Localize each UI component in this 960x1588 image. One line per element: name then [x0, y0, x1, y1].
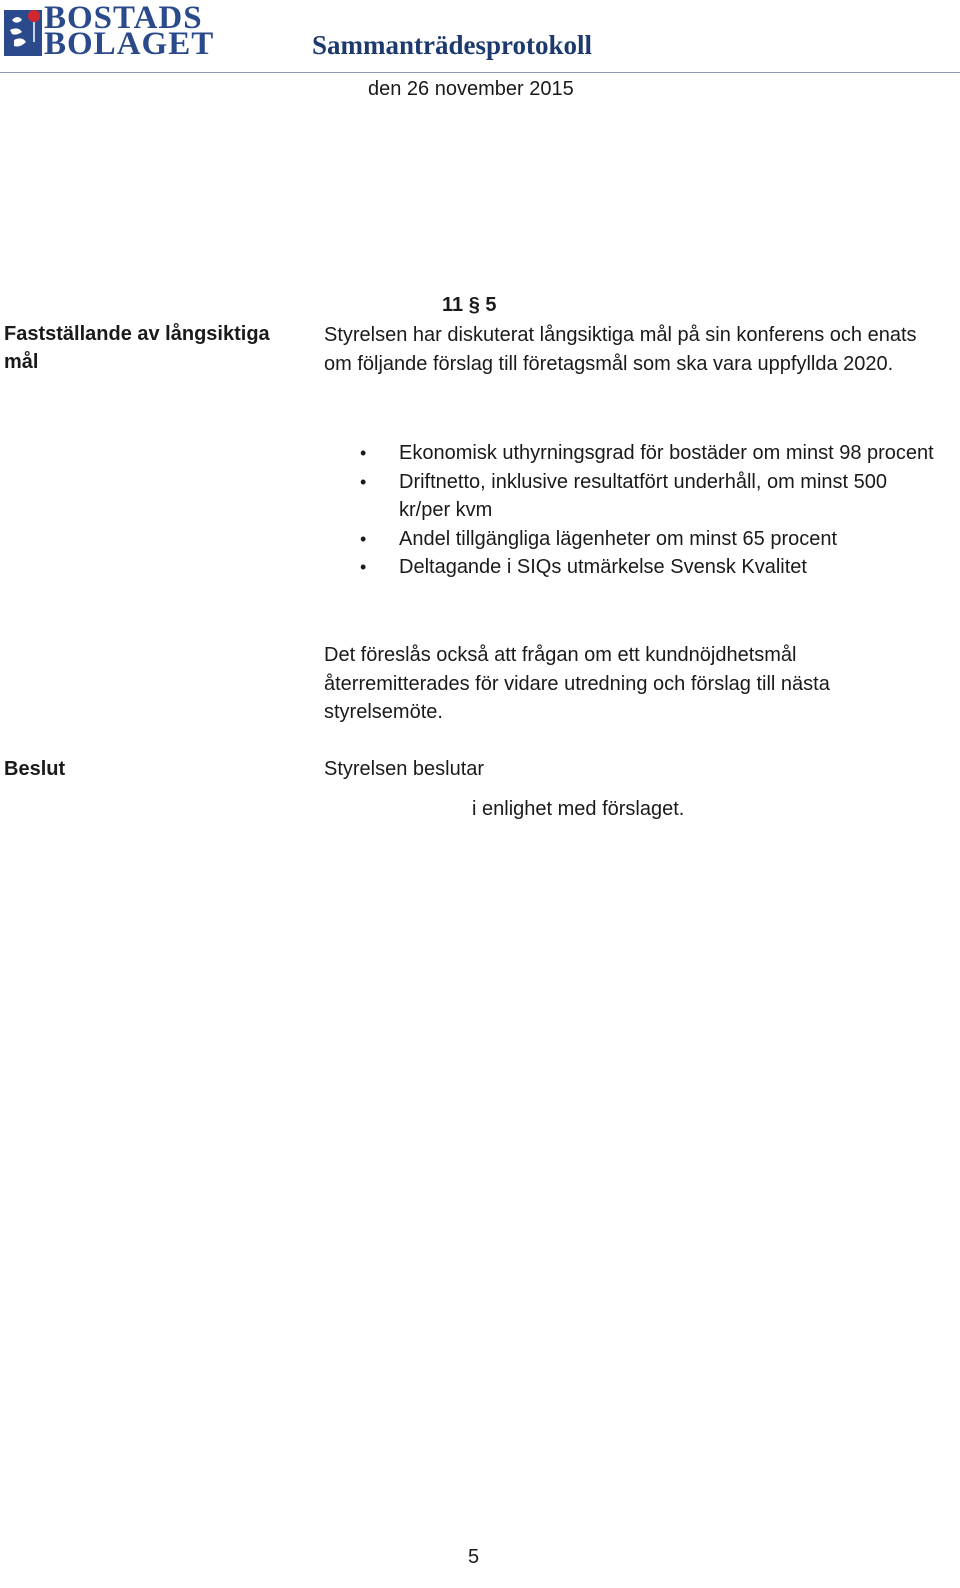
section-intro: Styrelsen har diskuterat långsiktiga mål på sin konferens och enats om följande förslag till företagsmål som ska vara uppfyllda 2020. — [324, 324, 917, 375]
goal-text: Deltagande i SIQs utmärkelse Svensk Kvalitet — [399, 556, 807, 578]
section-number: 11 § 5 — [442, 294, 497, 316]
bullet-icon: • — [360, 443, 367, 463]
decision-lead: Styrelsen beslutar — [324, 758, 485, 780]
list-item — [360, 468, 940, 525]
bullet-icon: • — [360, 528, 367, 549]
goals-list — [360, 439, 940, 582]
logo-text-line1: BOSTADS — [44, 0, 203, 36]
decision-text: i enlighet med förslaget. — [472, 798, 685, 820]
logo-text-line2: BOLAGET — [44, 26, 215, 62]
goal-text: Driftnetto, inklusive resultatfört underhåll, om minst 500 kr/per kvm — [399, 470, 887, 521]
followup-paragraph: Det föreslås också att frågan om ett kundnöjdhetsmål återremitterades för vidare utredning och förslag till nästa styrelsemöte. — [324, 644, 830, 723]
list-item — [360, 439, 940, 468]
bullet-icon: • — [360, 471, 367, 492]
page-number: 5 — [468, 1546, 480, 1568]
goal-text: Ekonomisk uthyrningsgrad för bostäder om minst 98 procent — [399, 442, 934, 464]
logo-mark-icon — [4, 6, 44, 58]
list-item — [360, 525, 940, 554]
list-item — [360, 553, 940, 582]
goal-text: Andel tillgängliga lägenheter om minst 65 procent — [399, 527, 838, 550]
section-label: Fastställande av långsiktiga mål — [4, 323, 270, 373]
company-logo — [4, 0, 215, 62]
bullet-icon: • — [360, 557, 367, 577]
meeting-date: den 26 november 2015 — [368, 78, 574, 100]
header-divider — [0, 72, 960, 73]
document-title: Sammanträdesprotokoll — [312, 30, 593, 60]
decision-label: Beslut — [4, 758, 66, 780]
